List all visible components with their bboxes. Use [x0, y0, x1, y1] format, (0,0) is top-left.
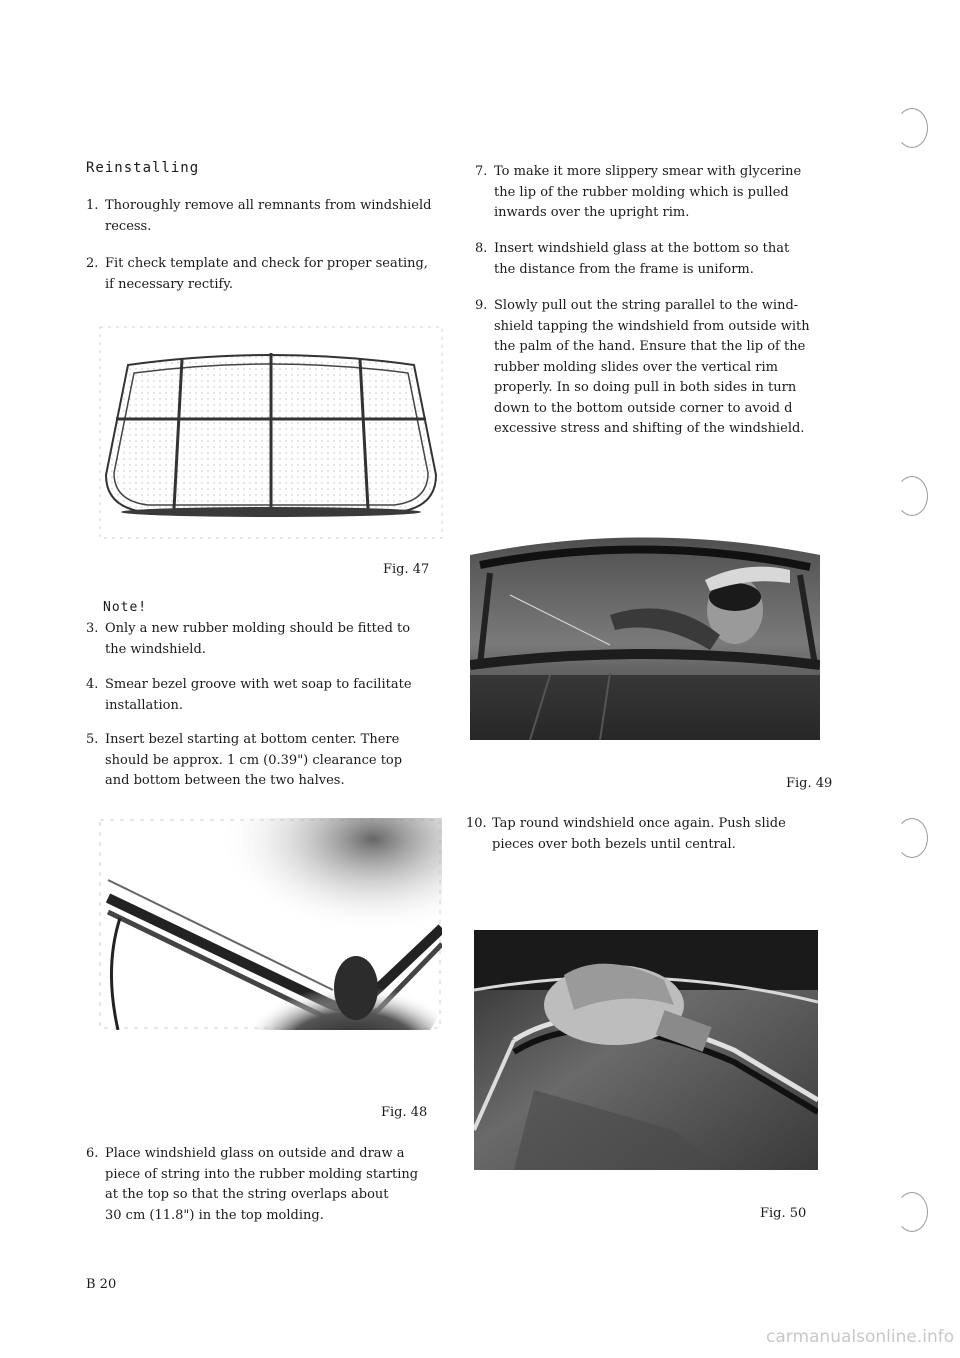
list-item: [86, 254, 466, 296]
item-text: Place windshield glass on outside and draw a piece of string into the rubber molding starting at the top so that the string overlaps about 30 cm (11.8") in the top molding.: [105, 1146, 419, 1223]
section-heading: Reinstalling: [86, 160, 200, 176]
item-number: 7.: [475, 164, 488, 179]
item-text: Only a new rubber molding should be fitted to the windshield.: [105, 621, 411, 657]
item-text: Slowly pull out the string parallel to the wind- shield tapping the windshield from outside with the palm of the hand. Ensure that the lip of the rubber molding slides over the vertical rim properly. In so doing pull in both sides in turn down to the bottom outside corner to avoid d excessive stress and shifting of the windshield.: [494, 298, 810, 436]
item-text: Fit check template and check for proper seating, if necessary rectify.: [105, 256, 428, 292]
list-item: [86, 619, 466, 661]
binder-hole-2: [896, 476, 928, 516]
figure-47-check-template: [98, 325, 444, 540]
item-number: 2.: [86, 256, 99, 271]
item-number: 8.: [475, 241, 488, 256]
figure-47-caption: Fig. 47: [383, 562, 430, 577]
item-text: Smear bezel groove with wet soap to facilitate installation.: [105, 677, 412, 713]
item-number: 9.: [475, 298, 488, 313]
binder-hole-4: [896, 1192, 928, 1232]
list-item: [86, 675, 466, 717]
item-number: 10.: [466, 816, 487, 831]
item-text: Tap round windshield once again. Push slide pieces over both bezels until central.: [492, 816, 786, 852]
list-item: [86, 730, 466, 793]
list-item: [475, 239, 855, 281]
item-number: 5.: [86, 732, 99, 747]
item-number: 6.: [86, 1146, 99, 1161]
figure-48-bezel-insertion: [98, 818, 442, 1030]
list-item: [86, 196, 466, 238]
list-item: [475, 162, 855, 225]
item-text: To make it more slippery smear with glycerine the lip of the rubber molding which is pulled inwards over the upright rim.: [494, 164, 802, 220]
item-number: 4.: [86, 677, 99, 692]
watermark-text: carmanualsonline.info: [766, 1327, 955, 1347]
figure-49-caption: Fig. 49: [786, 776, 833, 791]
item-text: Insert windshield glass at the bottom so that the distance from the frame is uniform.: [494, 241, 790, 277]
binder-hole-1: [896, 108, 928, 148]
item-text: Insert bezel starting at bottom center. There should be approx. 1 cm (0.39") clearance top and bottom between the two halves.: [105, 732, 403, 788]
item-number: 1.: [86, 198, 99, 213]
figure-50-slide-pieces: [474, 930, 818, 1170]
note-label: Note!: [103, 600, 148, 615]
list-item: [466, 814, 856, 856]
figure-48-caption: Fig. 48: [381, 1105, 428, 1120]
item-number: 3.: [86, 621, 99, 636]
figure-50-caption: Fig. 50: [760, 1206, 807, 1221]
page-code: B 20: [86, 1277, 117, 1292]
item-text: Thoroughly remove all remnants from windshield recess.: [105, 198, 432, 234]
figure-49-string-pulling: [470, 525, 820, 740]
list-item: [86, 1144, 466, 1228]
list-item: [475, 296, 855, 441]
binder-hole-3: [896, 818, 928, 858]
